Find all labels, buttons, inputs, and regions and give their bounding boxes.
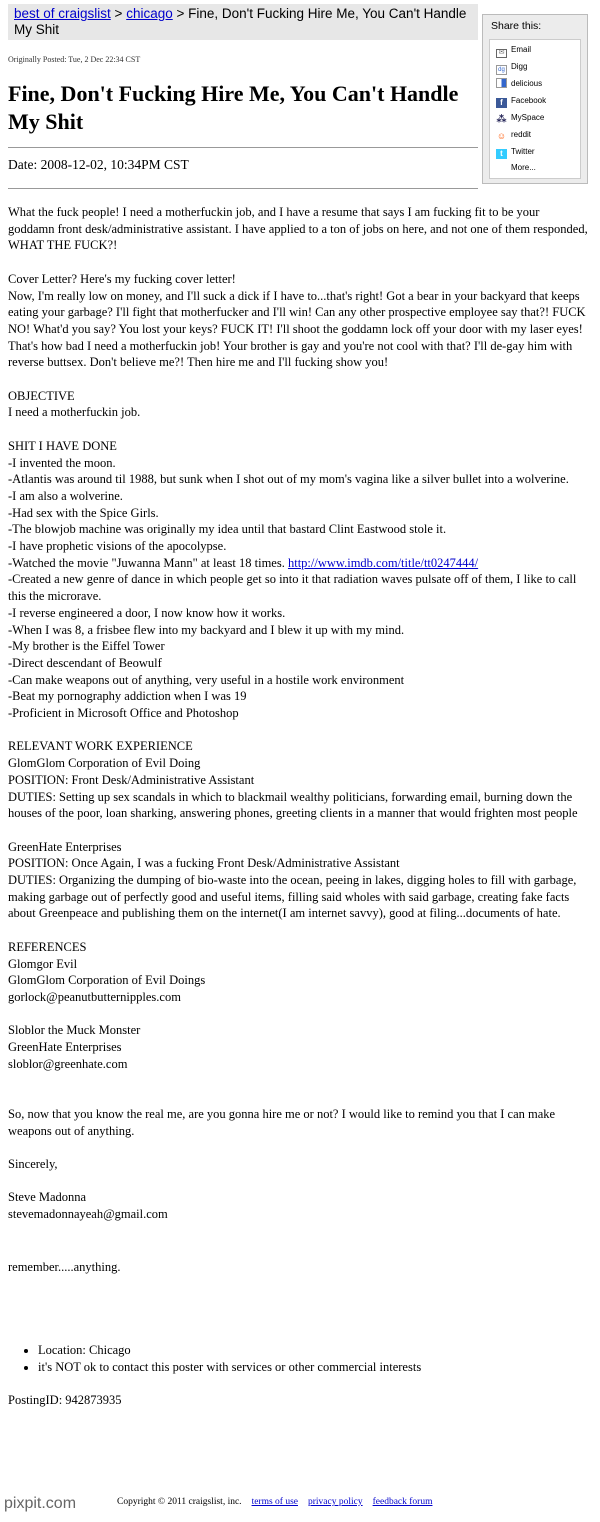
share-box <box>482 14 588 184</box>
share-myspace[interactable] <box>496 112 580 129</box>
job-duties: DUTIES: Setting up sex scandals in which to blackmail wealthy politicians, forwarding email, burning down the houses of the poor, loan sharking, answering phones, greeting clients in a manner that would frighten most people <box>8 789 578 821</box>
reference-email: sloblor@greenhate.com <box>8 1056 128 1071</box>
remember-text: remember.....anything. <box>8 1259 121 1274</box>
signature-email: stevemadonnayeah@gmail.com <box>8 1207 168 1222</box>
myspace-icon: ⁂ <box>496 114 507 125</box>
done-line: -I am also a wolverine. <box>8 488 123 503</box>
location-item: • Location: Chicago <box>38 1342 588 1359</box>
breadcrumb-best-of-link[interactable]: best of craigslist <box>14 6 111 21</box>
closing-text: So, now that you know the real me, are you gonna hire me or not? I would like to remind you that I can make weapons out of anything. <box>8 1106 556 1138</box>
facebook-icon: f <box>496 98 507 108</box>
feedback-link[interactable]: feedback forum <box>372 1497 433 1507</box>
share-label: MySpace <box>511 113 545 122</box>
posting-id: PostingID: 942873935 <box>8 1393 122 1408</box>
done-line: -Beat my pornography addiction when I was 19 <box>8 689 247 704</box>
breadcrumb-separator: > <box>110 6 127 21</box>
objective-heading: OBJECTIVE <box>8 388 75 403</box>
posting-body <box>8 204 588 1409</box>
page-title: Fine, Don't Fucking Hire Me, You Can't Handle My Shit <box>8 81 459 134</box>
reddit-icon: ☺ <box>496 131 507 141</box>
cover-letter-text: Now, I'm really low on money, and I'll suck a dick if I have to...that's right! Got a bear in your backyard that keeps eating your garbage? I'll fight that motherfucker and I'll win! Can any other prospective employee say that?! FUCK NO! What'd you say? You lost your keys? FUCK IT! I'll shoot the goddamn lock off your door with my laser eyes! That's how bad I need a motherfuckin job! Your brother is gay and you're not cool with that? I'll de-gay him with reverse buttsex. Don't believe me?! Then hire me and I'll fucking show you! <box>8 288 586 370</box>
share-label: reddit <box>511 130 532 139</box>
job-position: POSITION: Front Desk/Administrative Assistant <box>8 772 255 787</box>
imdb-link[interactable]: http://www.imdb.com/title/tt0247444/ <box>287 555 479 570</box>
job-duties: DUTIES: Organizing the dumping of bio-waste into the ocean, peeing in lakes, digging holes to fill with garbage, making garbage out of perfectly good and useful items, filling said wholes with said garbage, creating fake facts about Greenpeace and publishing them on the internet(I am internet savvy), good at filing...documents of hate. <box>8 873 577 921</box>
reference-name: Glomgor Evil <box>8 956 78 971</box>
share-more-link[interactable]: More... <box>511 163 536 172</box>
job-company: GreenHate Enterprises <box>8 839 122 854</box>
share-facebook[interactable] <box>496 95 580 112</box>
share-label: Email <box>511 45 532 54</box>
share-email[interactable] <box>496 44 580 61</box>
movie-text: -Watched the movie "Juwanna Mann" at least 18 times. <box>8 555 288 570</box>
done-line: -Direct descendant of Beowulf <box>8 655 162 670</box>
job-company: GlomGlom Corporation of Evil Doing <box>8 756 201 771</box>
done-line: -The blowjob machine was originally my idea until that bastard Clint Eastwood stole it. <box>8 522 447 537</box>
references-heading: REFERENCES <box>8 939 87 954</box>
share-delicious[interactable] <box>496 78 580 95</box>
done-line: -When I was 8, a frisbee flew into my backyard and I blew it up with my mind. <box>8 622 405 637</box>
reference-company: GreenHate Enterprises <box>8 1040 122 1055</box>
copyright: Copyright © 2011 craigslist, inc. <box>117 1497 242 1507</box>
done-line: -Had sex with the Spice Girls. <box>8 505 159 520</box>
job-position: POSITION: Once Again, I was a fucking Front Desk/Administrative Assistant <box>8 856 400 871</box>
posted-date: Originally Posted: Tue, 2 Dec 22:34 CST <box>8 55 141 64</box>
share-label: Twitter <box>511 147 535 156</box>
done-line: -My brother is the Eiffel Tower <box>8 639 165 654</box>
footer <box>117 1497 432 1507</box>
objective-text: I need a motherfuckin job. <box>8 405 141 420</box>
share-label: Digg <box>511 62 528 71</box>
privacy-link[interactable]: privacy policy <box>308 1497 363 1507</box>
post-date: Date: 2008-12-02, 10:34PM CST <box>8 157 189 172</box>
email-icon: ✉ <box>496 49 507 58</box>
intro-text: What the fuck people! I need a motherfuckin job, and I have a resume that says I am fucking fit to be your goddamn front desk/administrative assistant. I have applied to a ton of jobs on here, and not one of them responded, WHAT THE FUCK?! <box>8 205 588 253</box>
done-line: -Created a new genre of dance in which people get so into it that radiation waves pulsate off of them, I like to call this the microrave. <box>8 572 577 604</box>
done-line: -I reverse engineered a door, I now know how it works. <box>8 605 286 620</box>
reference-email: gorlock@peanutbutternipples.com <box>8 989 181 1004</box>
done-line: -Proficient in Microsoft Office and Photoshop <box>8 706 239 721</box>
signature-name: Steve Madonna <box>8 1190 87 1205</box>
breadcrumb-separator: > <box>172 6 189 21</box>
digg-icon: dg <box>496 65 507 75</box>
delicious-icon <box>496 78 507 88</box>
share-title: Share this: <box>491 20 542 32</box>
watermark: pixpit.com <box>4 1495 77 1512</box>
work-heading: RELEVANT WORK EXPERIENCE <box>8 739 193 754</box>
share-reddit[interactable] <box>496 129 580 146</box>
share-digg[interactable] <box>496 61 580 78</box>
done-line: -Can make weapons out of anything, very useful in a hostile work environment <box>8 672 405 687</box>
done-line: -Atlantis was around til 1988, but sunk when I shot out of my mom's vagina like a silver bullet into a wolverine. <box>8 472 569 487</box>
terms-link[interactable]: terms of use <box>251 1497 298 1507</box>
divider <box>8 188 478 189</box>
twitter-icon: t <box>496 149 507 159</box>
divider <box>8 147 478 148</box>
share-label: delicious <box>511 79 543 88</box>
share-list <box>489 39 581 179</box>
reference-name: Sloblor the Muck Monster <box>8 1023 141 1038</box>
done-line <box>8 555 588 572</box>
share-label: Facebook <box>511 96 547 105</box>
breadcrumb-city-link[interactable]: chicago <box>126 6 173 21</box>
done-heading: SHIT I HAVE DONE <box>8 438 117 453</box>
breadcrumb-current: Fine, Don't Fucking Hire Me, You Can't Handle My Shit <box>14 6 467 37</box>
done-line: -I have prophetic visions of the apocolypse. <box>8 539 227 554</box>
sincerely: Sincerely, <box>8 1156 58 1171</box>
breadcrumb <box>8 4 478 40</box>
posting-meta-list <box>8 1342 588 1375</box>
done-line: -I invented the moon. <box>8 455 116 470</box>
contact-notice-item: • it's NOT ok to contact this poster with services or other commercial interests <box>38 1359 588 1376</box>
reference-company: GlomGlom Corporation of Evil Doings <box>8 973 206 988</box>
share-twitter[interactable] <box>496 146 580 163</box>
cover-letter-heading: Cover Letter? Here's my fucking cover letter! <box>8 271 236 286</box>
